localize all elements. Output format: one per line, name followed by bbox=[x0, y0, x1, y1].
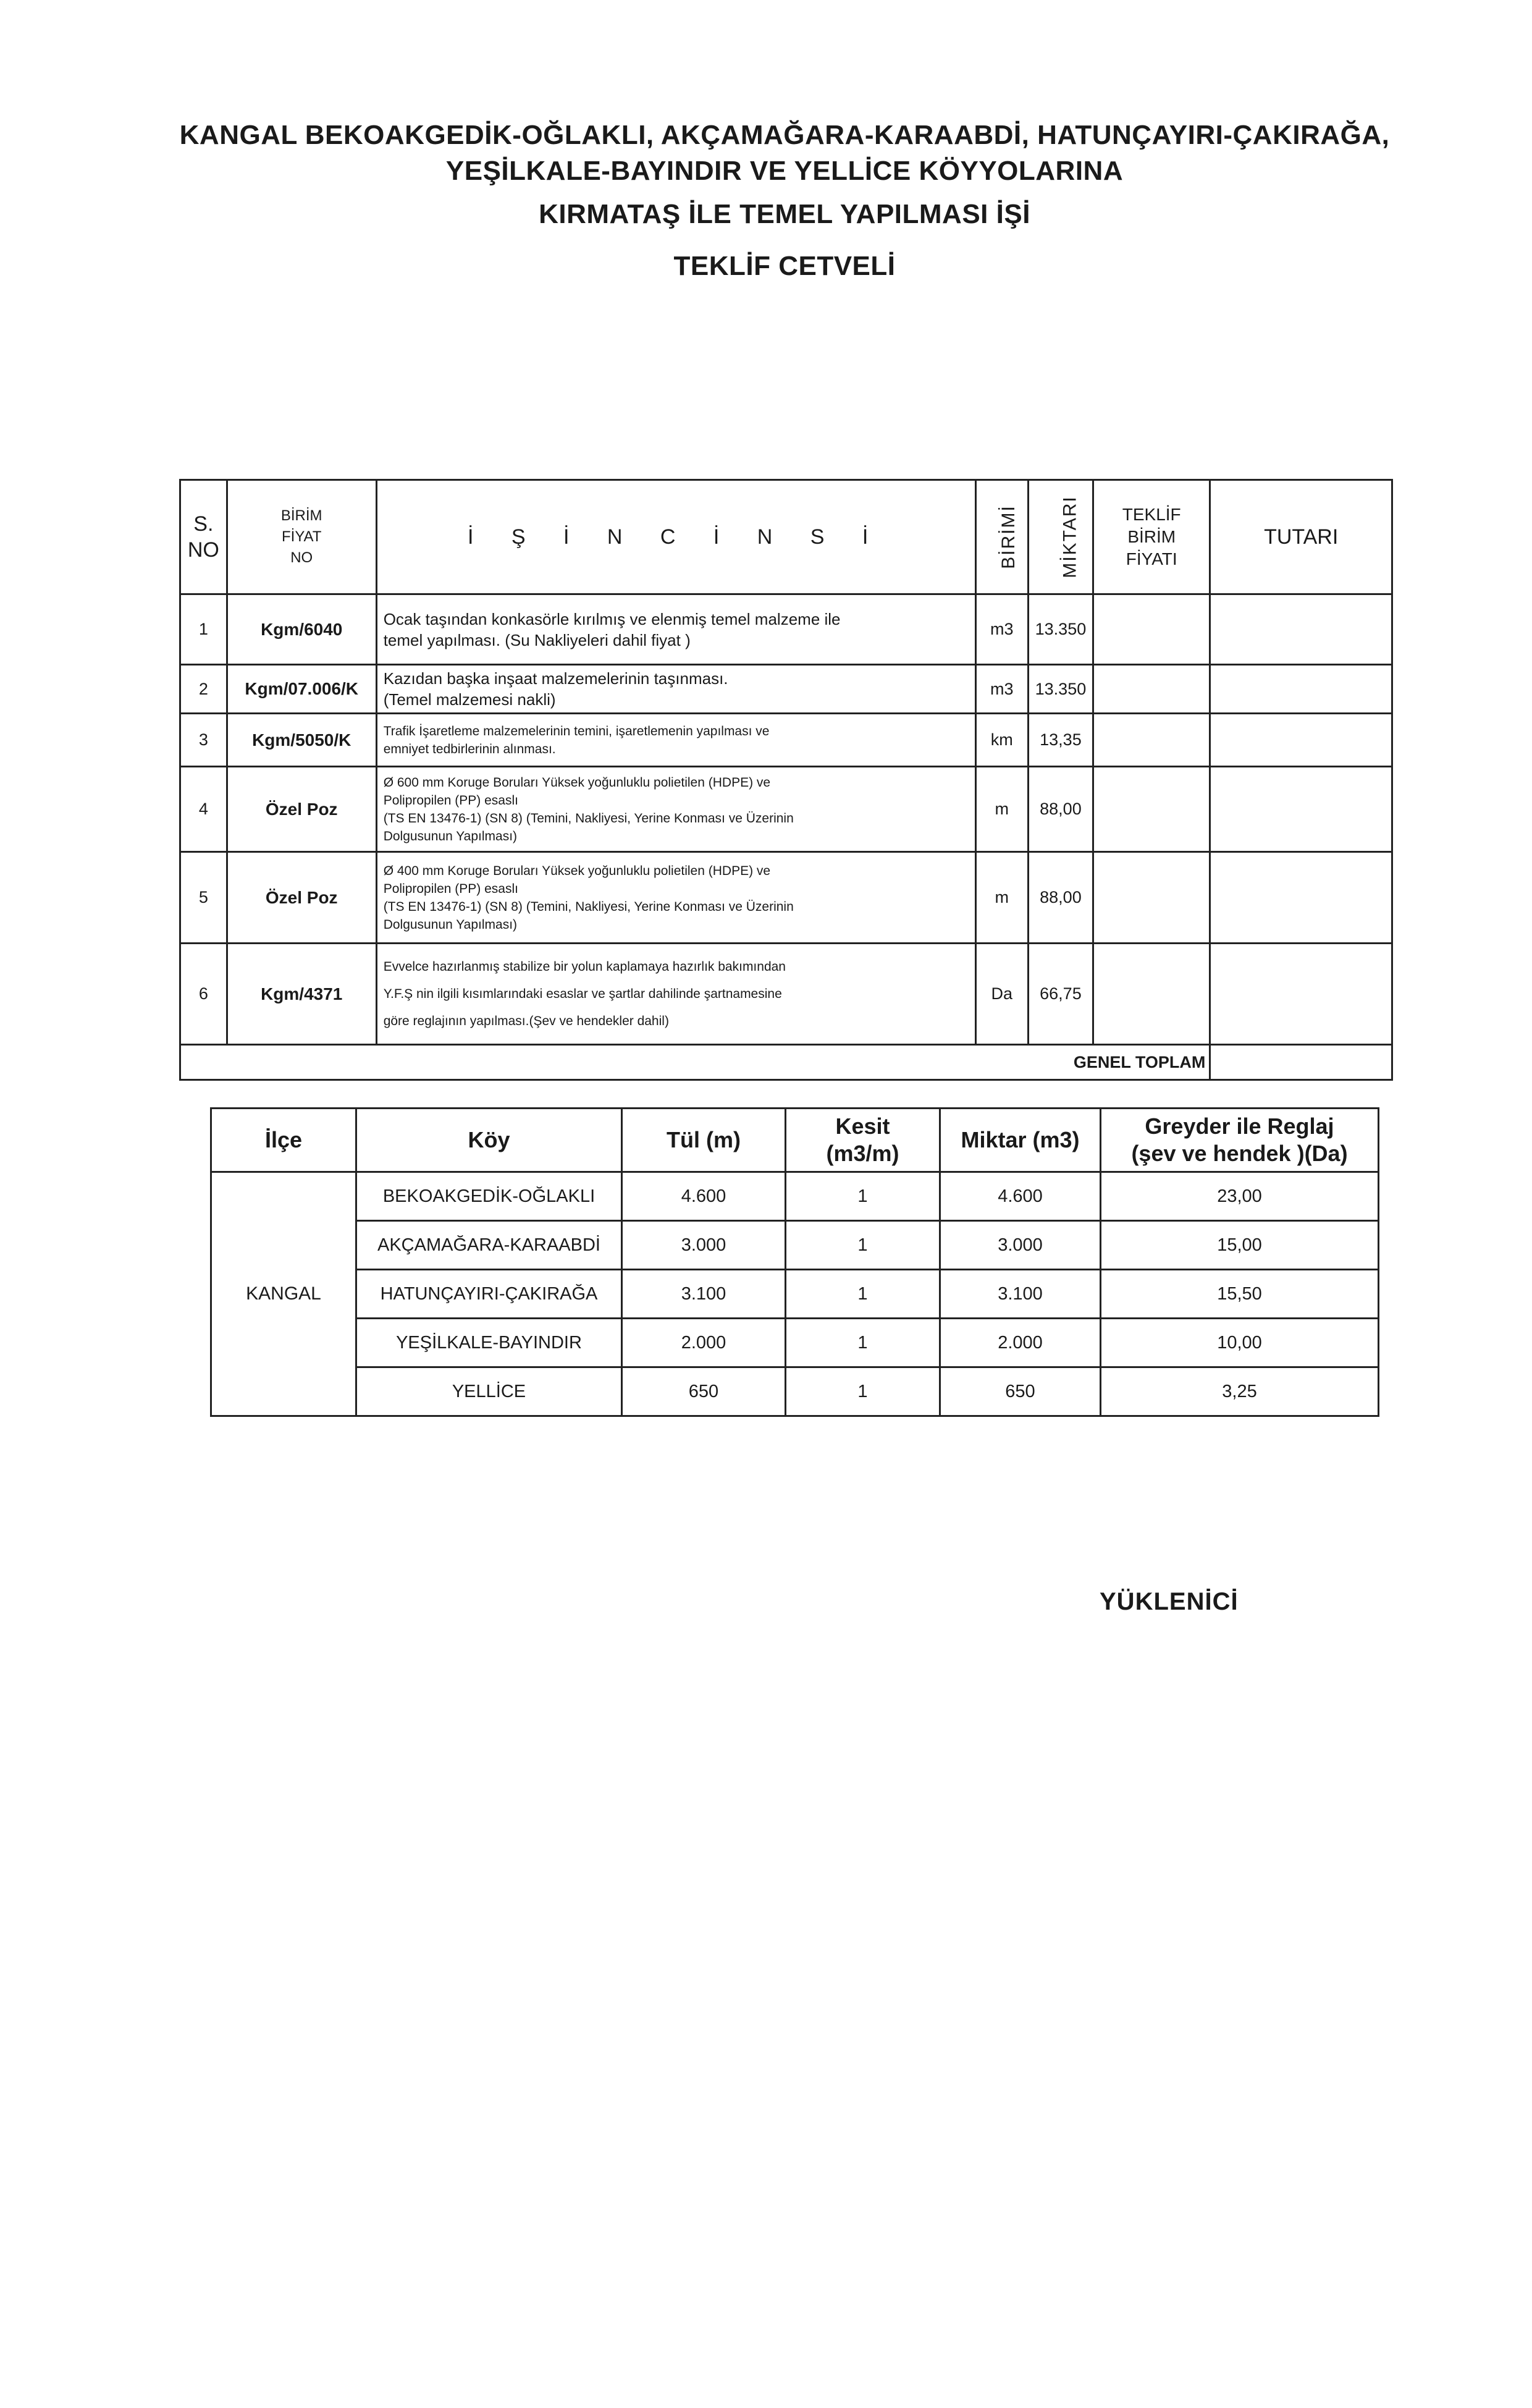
offer-unit-price-cell[interactable] bbox=[1093, 665, 1210, 714]
header-work-type: İ Ş İ N C İ N S İ bbox=[376, 480, 975, 594]
title-line-3: KIRMATAŞ İLE TEMEL YAPILMASI İŞİ bbox=[539, 199, 1030, 229]
work-description bbox=[376, 767, 975, 852]
village-cell: BEKOAKGEDİK-OĞLAKLI bbox=[356, 1172, 622, 1221]
description-line: (Temel malzemesi nakli) bbox=[383, 690, 556, 709]
length-cell: 2.000 bbox=[622, 1319, 786, 1367]
description-line: emniyet tedbirlerinin alınması. bbox=[383, 741, 556, 756]
header-village: Köy bbox=[356, 1109, 622, 1172]
header-quantity bbox=[1028, 480, 1093, 594]
table-row bbox=[180, 594, 1392, 665]
header-sno-line: NO bbox=[187, 538, 219, 562]
header-section-line: Kesit bbox=[835, 1113, 890, 1139]
unit-cell: Da bbox=[975, 944, 1028, 1045]
offer-unit-price-cell[interactable] bbox=[1093, 944, 1210, 1045]
quantity-cell: 13.350 bbox=[1028, 594, 1093, 665]
total-cell[interactable] bbox=[1210, 714, 1392, 767]
title-line-2: YEŞİLKALE-BAYINDIR VE YELLİCE KÖYYOLARINA bbox=[445, 156, 1124, 186]
grader-cell: 10,00 bbox=[1101, 1319, 1379, 1367]
work-description bbox=[376, 852, 975, 944]
header-length: Tül (m) bbox=[622, 1109, 786, 1172]
work-description bbox=[376, 665, 975, 714]
village-cell: AKÇAMAĞARA-KARAABDİ bbox=[356, 1221, 622, 1270]
header-sno-line: S. bbox=[193, 512, 214, 536]
unit-cell: km bbox=[975, 714, 1028, 767]
header-unit-price-no bbox=[227, 480, 376, 594]
row-number: 4 bbox=[180, 767, 227, 852]
unit-price-code: Kgm/4371 bbox=[227, 944, 376, 1045]
district-cell: KANGAL bbox=[211, 1172, 356, 1416]
quantity-cell: 66,75 bbox=[1028, 944, 1093, 1045]
length-cell: 650 bbox=[622, 1367, 786, 1416]
description-line: Ø 400 mm Koruge Boruları Yüksek yoğunluklu polietilen (HDPE) ve bbox=[383, 863, 771, 878]
unit-cell: m3 bbox=[975, 594, 1028, 665]
header-district: İlçe bbox=[211, 1109, 356, 1172]
grader-cell: 15,00 bbox=[1101, 1221, 1379, 1270]
village-cell: HATUNÇAYIRI-ÇAKIRAĞA bbox=[356, 1270, 622, 1319]
row-number: 3 bbox=[180, 714, 227, 767]
length-cell: 3.100 bbox=[622, 1270, 786, 1319]
village-table bbox=[210, 1107, 1379, 1417]
description-line: (TS EN 13476-1) (SN 8) (Temini, Nakliyesi, Yerine Konması ve Üzerinin bbox=[383, 811, 794, 826]
document-title: TEKLİF CETVELİ bbox=[673, 251, 896, 281]
grand-total-label: GENEL TOPLAM bbox=[180, 1045, 1210, 1080]
grand-total-cell[interactable] bbox=[1210, 1045, 1392, 1080]
unit-price-code: Kgm/5050/K bbox=[227, 714, 376, 767]
section-cell: 1 bbox=[786, 1172, 940, 1221]
row-number: 2 bbox=[180, 665, 227, 714]
description-line: Kazıdan başka inşaat malzemelerinin taşınması. bbox=[383, 669, 728, 688]
unit-price-code: Özel Poz bbox=[227, 852, 376, 944]
length-cell: 3.000 bbox=[622, 1221, 786, 1270]
table-row bbox=[211, 1319, 1379, 1367]
header-unit-price-no-line: FİYAT bbox=[281, 528, 322, 545]
unit-cell: m3 bbox=[975, 665, 1028, 714]
table-row bbox=[180, 665, 1392, 714]
header-section-line: (m3/m) bbox=[826, 1141, 899, 1166]
row-number: 6 bbox=[180, 944, 227, 1045]
unit-cell: m bbox=[975, 767, 1028, 852]
contractor-signature-label: YÜKLENİCİ bbox=[1100, 1588, 1239, 1615]
header-unit-price-no-line: BİRİM bbox=[280, 507, 322, 524]
description-line: Ø 600 mm Koruge Boruları Yüksek yoğunluklu polietilen (HDPE) ve bbox=[383, 775, 771, 790]
quantity-cell: 13,35 bbox=[1028, 714, 1093, 767]
grader-cell: 15,50 bbox=[1101, 1270, 1379, 1319]
total-cell[interactable] bbox=[1210, 594, 1392, 665]
description-line: Polipropilen (PP) esaslı bbox=[383, 793, 518, 808]
description-line: Polipropilen (PP) esaslı bbox=[383, 881, 518, 896]
description-line: Ocak taşından konkasörle kırılmış ve elenmiş temel malzeme ile bbox=[383, 609, 841, 628]
village-cell: YEŞİLKALE-BAYINDIR bbox=[356, 1319, 622, 1367]
header-offer-unit-price bbox=[1093, 480, 1210, 594]
unit-price-code: Kgm/6040 bbox=[227, 594, 376, 665]
offer-table-header bbox=[180, 480, 1392, 594]
table-row bbox=[211, 1367, 1379, 1416]
header-offer-unit-price-line: FİYATI bbox=[1126, 549, 1177, 568]
section-cell: 1 bbox=[786, 1270, 940, 1319]
header-unit-price-no-line: NO bbox=[290, 549, 313, 566]
total-cell[interactable] bbox=[1210, 944, 1392, 1045]
table-row bbox=[180, 767, 1392, 852]
row-number: 5 bbox=[180, 852, 227, 944]
offer-unit-price-cell[interactable] bbox=[1093, 767, 1210, 852]
description-line: Dolgusunun Yapılması) bbox=[383, 829, 518, 843]
amount-cell: 2.000 bbox=[940, 1319, 1101, 1367]
header-grader-line: (şev ve hendek )(Da) bbox=[1131, 1141, 1348, 1166]
unit-price-code: Özel Poz bbox=[227, 767, 376, 852]
work-description bbox=[376, 714, 975, 767]
total-cell[interactable] bbox=[1210, 852, 1392, 944]
section-cell: 1 bbox=[786, 1319, 940, 1367]
header-offer-unit-price-line: TEKLİF bbox=[1122, 505, 1181, 524]
work-description bbox=[376, 944, 975, 1045]
offer-unit-price-cell[interactable] bbox=[1093, 852, 1210, 944]
offer-unit-price-cell[interactable] bbox=[1093, 714, 1210, 767]
description-line: Trafik İşaretleme malzemelerinin temini, işaretlemenin yapılması ve bbox=[383, 724, 770, 738]
work-description bbox=[376, 594, 975, 665]
table-row bbox=[211, 1172, 1379, 1221]
grand-total-row bbox=[180, 1045, 1392, 1080]
grader-cell: 3,25 bbox=[1101, 1367, 1379, 1416]
description-line: (TS EN 13476-1) (SN 8) (Temini, Nakliyesi, Yerine Konması ve Üzerinin bbox=[383, 899, 794, 914]
description-line: Dolgusunun Yapılması) bbox=[383, 917, 518, 932]
table-row bbox=[180, 852, 1392, 944]
description-line: Evvelce hazırlanmış stabilize bir yolun kaplamaya hazırlık bakımından bbox=[383, 959, 786, 974]
amount-cell: 650 bbox=[940, 1367, 1101, 1416]
header-unit bbox=[975, 480, 1028, 594]
table-row bbox=[180, 944, 1392, 1045]
header-grader-line: Greyder ile Reglaj bbox=[1145, 1113, 1334, 1139]
unit-price-code: Kgm/07.006/K bbox=[227, 665, 376, 714]
quantity-cell: 13.350 bbox=[1028, 665, 1093, 714]
header-offer-unit-price-line: BİRİM bbox=[1127, 527, 1176, 546]
quantity-cell: 88,00 bbox=[1028, 852, 1093, 944]
grader-cell: 23,00 bbox=[1101, 1172, 1379, 1221]
description-line: göre reglajının yapılması.(Şev ve hendekler dahil) bbox=[383, 1013, 669, 1028]
header-section bbox=[786, 1109, 940, 1172]
section-cell: 1 bbox=[786, 1221, 940, 1270]
total-cell[interactable] bbox=[1210, 767, 1392, 852]
offer-unit-price-cell[interactable] bbox=[1093, 594, 1210, 665]
total-cell[interactable] bbox=[1210, 665, 1392, 714]
length-cell: 4.600 bbox=[622, 1172, 786, 1221]
description-line: temel yapılması. (Su Nakliyeleri dahil fiyat ) bbox=[383, 630, 691, 649]
header-quantity-label: MİKTARI bbox=[1059, 496, 1080, 578]
document-header bbox=[154, 117, 1415, 284]
row-number: 1 bbox=[180, 594, 227, 665]
header-amount: Miktar (m3) bbox=[940, 1109, 1101, 1172]
header-unit-label: BİRİMİ bbox=[998, 505, 1019, 569]
title-line-1: KANGAL BEKOAKGEDİK-OĞLAKLI, AKÇAMAĞARA-KARAABDİ, HATUNÇAYIRI-ÇAKIRAĞA, bbox=[179, 120, 1390, 150]
description-line: Y.F.Ş nin ilgili kısımlarındaki esaslar ve şartlar dahilinde şartnamesine bbox=[383, 986, 782, 1001]
village-cell: YELLİCE bbox=[356, 1367, 622, 1416]
quantity-cell: 88,00 bbox=[1028, 767, 1093, 852]
header-grader bbox=[1101, 1109, 1379, 1172]
section-cell: 1 bbox=[786, 1367, 940, 1416]
amount-cell: 4.600 bbox=[940, 1172, 1101, 1221]
table-row bbox=[211, 1221, 1379, 1270]
amount-cell: 3.100 bbox=[940, 1270, 1101, 1319]
village-table-header bbox=[211, 1109, 1379, 1172]
amount-cell: 3.000 bbox=[940, 1221, 1101, 1270]
header-sno bbox=[180, 480, 227, 594]
header-total: TUTARI bbox=[1210, 480, 1392, 594]
table-row bbox=[211, 1270, 1379, 1319]
offer-table bbox=[179, 479, 1393, 1081]
unit-cell: m bbox=[975, 852, 1028, 944]
table-row bbox=[180, 714, 1392, 767]
